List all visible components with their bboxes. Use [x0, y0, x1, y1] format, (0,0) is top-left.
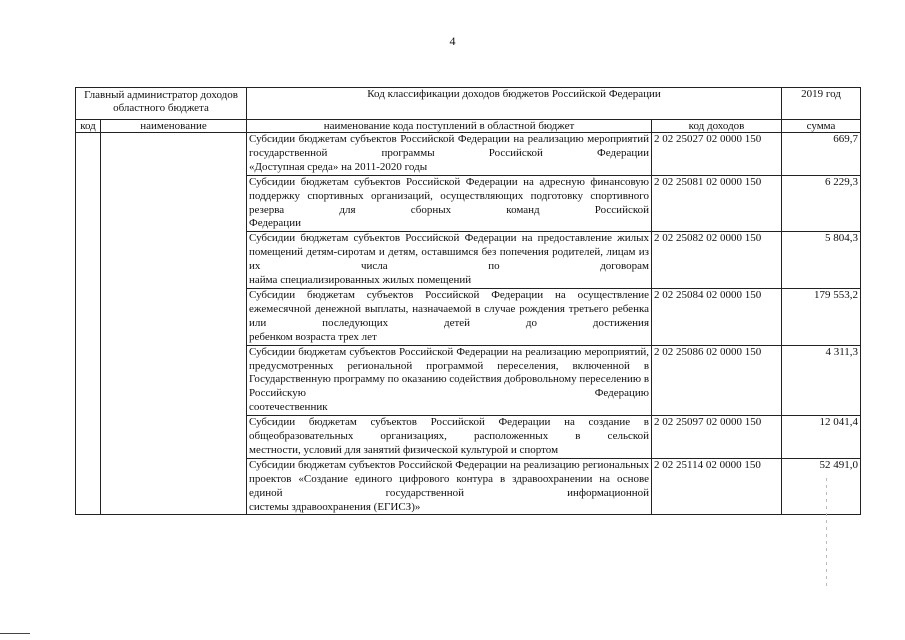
income-description: Субсидии бюджетам субъектов Российской Федерации на реализацию мероприятий, предусмотренных региональной программой переселения, включенной в Государственную программу по оказанию содействия добровольному переселению в Российскую Федерацию соотечественник: [247, 345, 652, 416]
amount: 12 041,4: [782, 416, 861, 459]
table-header-row: [76, 88, 861, 120]
income-description: Субсидии бюджетам субъектов Российской Федерации на реализацию мероприятий государственной программы Российской Федерации «Доступная среда» на 2011-2020 годы: [247, 133, 652, 176]
page-number: 4: [449, 34, 456, 48]
amount: 669,7: [782, 133, 861, 176]
amount: 5 804,3: [782, 232, 861, 289]
amount: 179 553,2: [782, 288, 861, 345]
sum-column-header: сумма: [782, 120, 861, 133]
income-name-column-header: наименование кода поступлений в областной бюджет: [247, 120, 652, 133]
year-header: 2019 год: [782, 88, 861, 120]
table-subheader-row: [76, 120, 861, 133]
table-row: [76, 133, 861, 176]
income-classification-table: [75, 87, 861, 515]
income-code: 2 02 25081 02 0000 150: [652, 175, 782, 232]
income-code: 2 02 25097 02 0000 150: [652, 416, 782, 459]
income-code: 2 02 25084 02 0000 150: [652, 288, 782, 345]
income-description: Субсидии бюджетам субъектов Российской Федерации на предоставление жилых помещений детям-сиротам и детям, оставшимся без попечения родителей, лицам из их числа по договорам найма специализированных жилых помещений: [247, 232, 652, 289]
income-code-column-header: код доходов: [652, 120, 782, 133]
name-column-header: наименование: [101, 120, 247, 133]
income-code: 2 02 25086 02 0000 150: [652, 345, 782, 416]
income-description: Субсидии бюджетам субъектов Российской Федерации на создание в общеобразовательных организациях, расположенных в сельской местности, условий для занятий физической культурой и спортом: [247, 416, 652, 459]
amount: 4 311,3: [782, 345, 861, 416]
amount: 6 229,3: [782, 175, 861, 232]
classification-header: Код классификации доходов бюджетов Российской Федерации: [247, 88, 782, 120]
income-description: Субсидии бюджетам субъектов Российской Федерации на осуществление ежемесячной денежной выплаты, назначаемой в случае рождения третьего ребенка или последующих детей до достижения ребенком возраста трех лет: [247, 288, 652, 345]
admin-header: Главный администратор доходов областного бюджета: [76, 88, 247, 120]
income-description: Субсидии бюджетам субъектов Российской Федерации на реализацию региональных проектов «Создание единого цифрового контура в здравоохранении на основе единой государственной информационной системы здравоохранения (ЕГИСЗ)»: [247, 458, 652, 515]
income-code: 2 02 25027 02 0000 150: [652, 133, 782, 176]
amount: 52 491,0: [782, 458, 861, 515]
code-column-header: код: [76, 120, 101, 133]
income-description: Субсидии бюджетам субъектов Российской Федерации на адресную финансовую поддержку спортивных организаций, осуществляющих подготовку спортивного резерва для сборных команд Российской Федерации: [247, 175, 652, 232]
admin-code-cell: [76, 133, 101, 515]
admin-name-cell: [101, 133, 247, 515]
scan-margin-mark: [826, 478, 827, 588]
footer-divider: [0, 633, 30, 634]
income-code: 2 02 25082 02 0000 150: [652, 232, 782, 289]
income-code: 2 02 25114 02 0000 150: [652, 458, 782, 515]
